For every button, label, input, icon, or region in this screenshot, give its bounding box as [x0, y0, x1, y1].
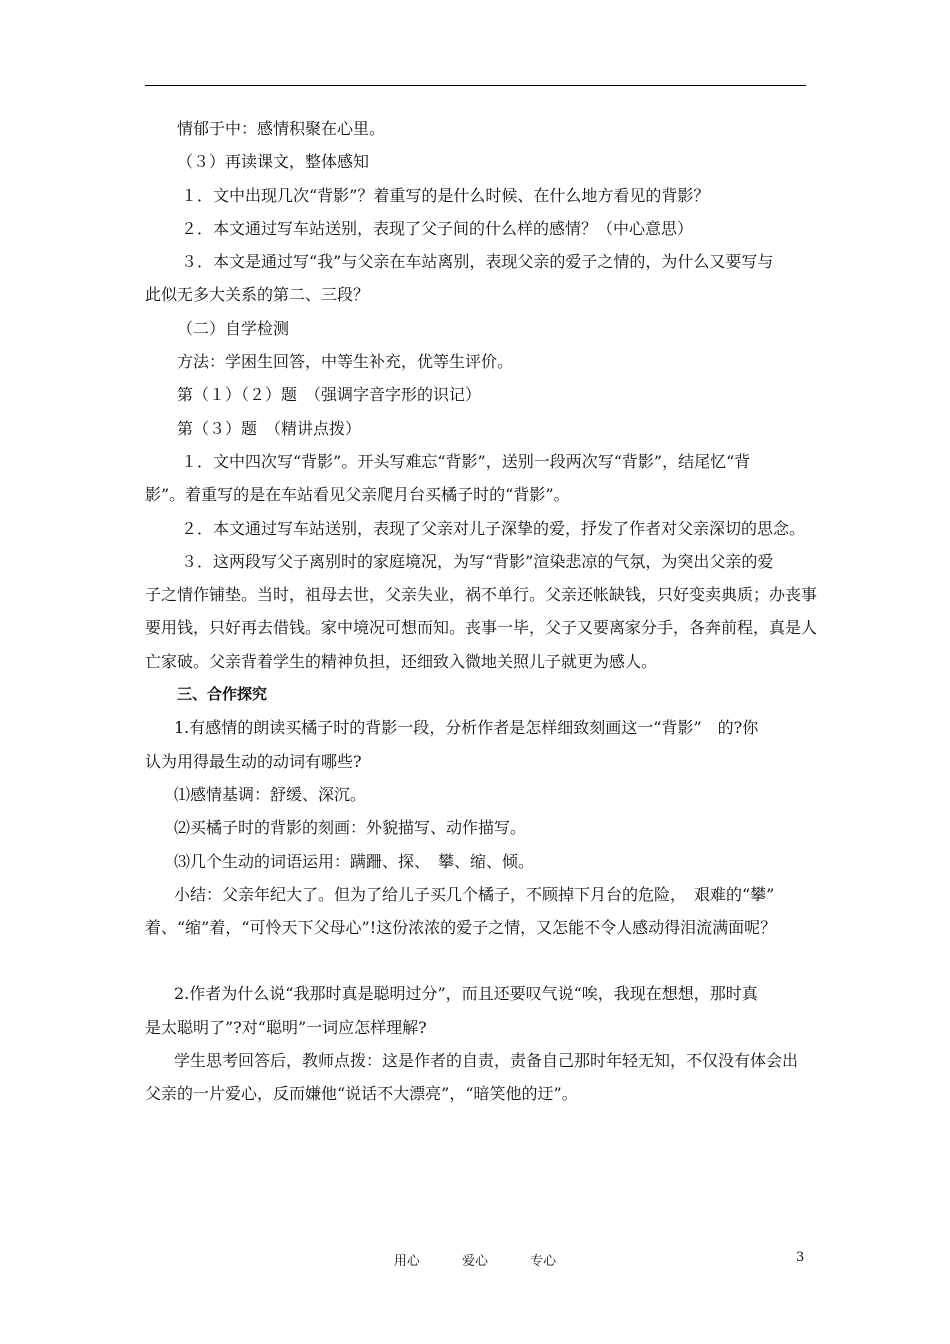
answer-line: 要用钱，只好再去借钱。家中境况可想而知。丧事一毕，父子又要离家分手，各奔前程，真是人	[145, 618, 818, 638]
answer-line: 子之情作铺垫。当时，祖母去世，父亲失业，祸不单行。父亲还帐缺钱，只好变卖典质；办丧事	[145, 585, 818, 605]
paragraph-line: 父亲的一片爱心，反而嫌他“说话不大漂亮”，“暗笑他的迂”。	[145, 1084, 578, 1104]
header-rule	[145, 85, 806, 86]
paragraph-gap	[145, 944, 810, 977]
summary-line: 小结：父亲年纪大了。但为了给儿子买几个橘子，不顾掉下月台的危险， 艰难的“攀”	[174, 884, 775, 904]
paragraph-line: 1.有感情的朗读买橘子时的背影一段，分析作者是怎样细致刻画这一“背影” 的?你	[174, 718, 759, 738]
paragraph-line: 方法：学困生回答，中等生补充，优等生评价。	[177, 352, 514, 372]
paragraph-line: 2.作者为什么说“我那时真是聪明过分”，而且还要叹气说“唉，我现在想想，那时真	[174, 984, 758, 1004]
question-line: ２．本文通过写车站送别，表现了父子间的什么样的感情？（中心意思）	[181, 218, 694, 238]
question-line: 此似无多大关系的第二、三段？	[145, 285, 370, 305]
footer-motto	[0, 1250, 950, 1269]
answer-line: 影”。着重写的是在车站看见父亲爬月台买橘子时的“背影”。	[145, 485, 570, 505]
answer-line: 亡家破。父亲背着学生的精神负担，还细致入微地关照儿子就更为感人。	[145, 651, 658, 671]
section-heading: （３）再读课文，整体感知	[177, 152, 370, 172]
answer-line: ２．本文通过写车站送别，表现了父亲对儿子深挚的爱，抒发了作者对父亲深切的思念。	[181, 518, 806, 538]
section-heading: 三、合作探究	[177, 685, 268, 704]
paragraph-line: 学生思考回答后，教师点拨：这是作者的自责，责备自己那时年轻无知，不仅没有体会出	[174, 1051, 799, 1071]
page-number: 3	[796, 1250, 805, 1265]
paragraph-line: 是太聪明了”?对“聪明”一词应怎样理解?	[145, 1017, 427, 1037]
list-item: ⑵买橘子时的背影的刻画：外貌描写、动作描写。	[174, 818, 527, 838]
question-line: ３．本文是通过写“我”与父亲在车站离别，表现父亲的爱子之情的，为什么又要写与	[181, 252, 774, 272]
summary-line: 着、“缩”着，“可怜天下父母心”!这份浓浓的爱子之情，又怎能不令人感动得泪流满面呢？	[145, 918, 777, 938]
paragraph-line: 第（１）（２）题 （强调字音字形的识记）	[177, 385, 482, 405]
answer-line: １．文中四次写“背影”。开头写难忘“背影”，送别一段两次写“背影”，结尾忆“背	[181, 451, 751, 471]
answer-line: ３．这两段写父子离别时的家庭境况，为写“背影”渲染悲凉的气氛，为突出父亲的爱	[181, 551, 774, 571]
footer-item: 专心	[530, 1254, 557, 1269]
list-item: ⑶几个生动的词语运用：蹒跚、探、 攀、缩、倾。	[174, 851, 535, 871]
question-line: １．文中出现几次“背影”？着重写的是什么时候、在什么地方看见的背影？	[181, 185, 710, 205]
paragraph-line: 情郁于中：感情积聚在心里。	[177, 119, 386, 138]
paragraph-line: 认为用得最生动的动词有哪些?	[145, 751, 362, 771]
list-item: ⑴感情基调：舒缓、深沉。	[174, 784, 367, 804]
footer-item: 用心	[393, 1254, 420, 1269]
paragraph-line: 第（３）题 （精讲点拨）	[177, 418, 362, 438]
footer-item: 爱心	[461, 1254, 488, 1269]
document-body	[145, 112, 818, 1111]
section-heading: （二）自学检测	[177, 318, 290, 338]
